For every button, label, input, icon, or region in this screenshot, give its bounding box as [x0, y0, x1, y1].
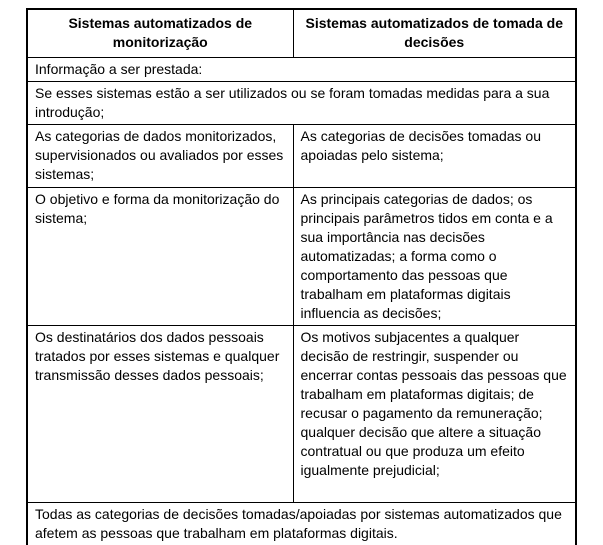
automated-systems-info-table: [26, 8, 577, 545]
table-header-row: [27, 9, 576, 58]
table-row: [27, 188, 576, 326]
cell-monitored-data-categories: As categorias de dados monitorizados, supervisionados ou avaliados por esses sistemas;: [27, 125, 293, 188]
header-decision-systems: Sistemas automatizados de tomada de decisões: [293, 9, 576, 58]
table-row: [27, 503, 576, 545]
table-row: [27, 326, 576, 503]
cell-main-data-parameters: As principais categorias de dados; os principais parâmetros tidos em conta e a sua importância nas decisões automatizadas; a forma como o comportamento das pessoas que trabalham em plataformas digitais influencia as decisões;: [293, 188, 576, 326]
info-to-be-provided-label: Informação a ser prestada:: [27, 58, 576, 82]
cell-all-decision-categories: Todas as categorias de decisões tomadas/apoiadas por sistemas automatizados que afetem as pessoas que trabalham em plataformas digitais.: [27, 503, 576, 545]
table-row: [27, 82, 576, 125]
cell-monitoring-objective: O objetivo e forma da monitorização do sistema;: [27, 188, 293, 326]
cell-decision-grounds: Os motivos subjacentes a qualquer decisão de restringir, suspender ou encerrar contas pessoais das pessoas que trabalham em plataformas digitais; de recusar o pagamento da remuneração; qualquer decisão que altere a situação contratual ou que produza um efeito igualmente prejudicial;: [293, 326, 576, 503]
table-row: [27, 125, 576, 188]
header-monitoring-systems: Sistemas automatizados de monitorização: [27, 9, 293, 58]
cell-data-recipients: Os destinatários dos dados pessoais tratados por esses sistemas e qualquer transmissão desses dados pessoais;: [27, 326, 293, 503]
cell-decision-categories: As categorias de decisões tomadas ou apoiadas pelo sistema;: [293, 125, 576, 188]
cell-systems-in-use: Se esses sistemas estão a ser utilizados ou se foram tomadas medidas para a sua introdução;: [27, 82, 576, 125]
table-row: [27, 58, 576, 82]
